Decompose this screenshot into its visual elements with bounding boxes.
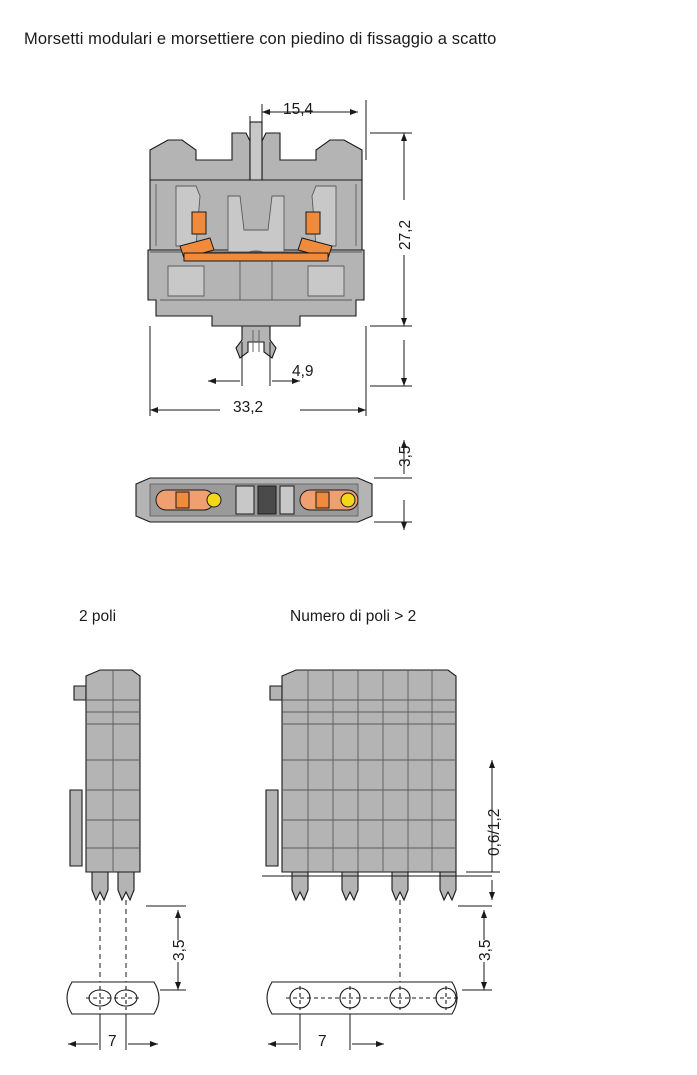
dimension-label-hole-spacing-right: 7 — [318, 1033, 327, 1050]
multi-pole-side-view — [262, 670, 492, 900]
dimension-label-top-width: 15,4 — [283, 101, 314, 118]
dimension-label-pitch-left: 3,5 — [171, 939, 188, 961]
dimension-label-foot-height: 0,6/1,2 — [486, 808, 503, 856]
dimension-label-height: 27,2 — [397, 219, 414, 250]
dimension-label-side-thickness: 3,5 — [397, 445, 414, 467]
multi-pole-footprint — [267, 982, 460, 1014]
dimension-label-pitch-right: 3,5 — [477, 939, 494, 961]
dimension-label-total-width: 33,2 — [233, 399, 264, 416]
front-view-terminal-block — [148, 122, 364, 358]
label-two-poles: 2 poli — [79, 608, 117, 625]
two-pole-footprint — [67, 982, 159, 1014]
label-many-poles: Numero di poli > 2 — [290, 608, 417, 625]
dimension-label-foot-width: 4,9 — [292, 363, 314, 380]
dimension-foot-width — [208, 342, 300, 386]
page-title: Morsetti modulari e morsettiere con piedino di fissaggio a scatto — [24, 30, 497, 48]
dimension-foot-offset — [370, 340, 412, 386]
dimension-label-hole-spacing-left: 7 — [108, 1033, 117, 1050]
side-view-terminal-block — [136, 478, 372, 522]
two-pole-side-view — [70, 670, 140, 900]
